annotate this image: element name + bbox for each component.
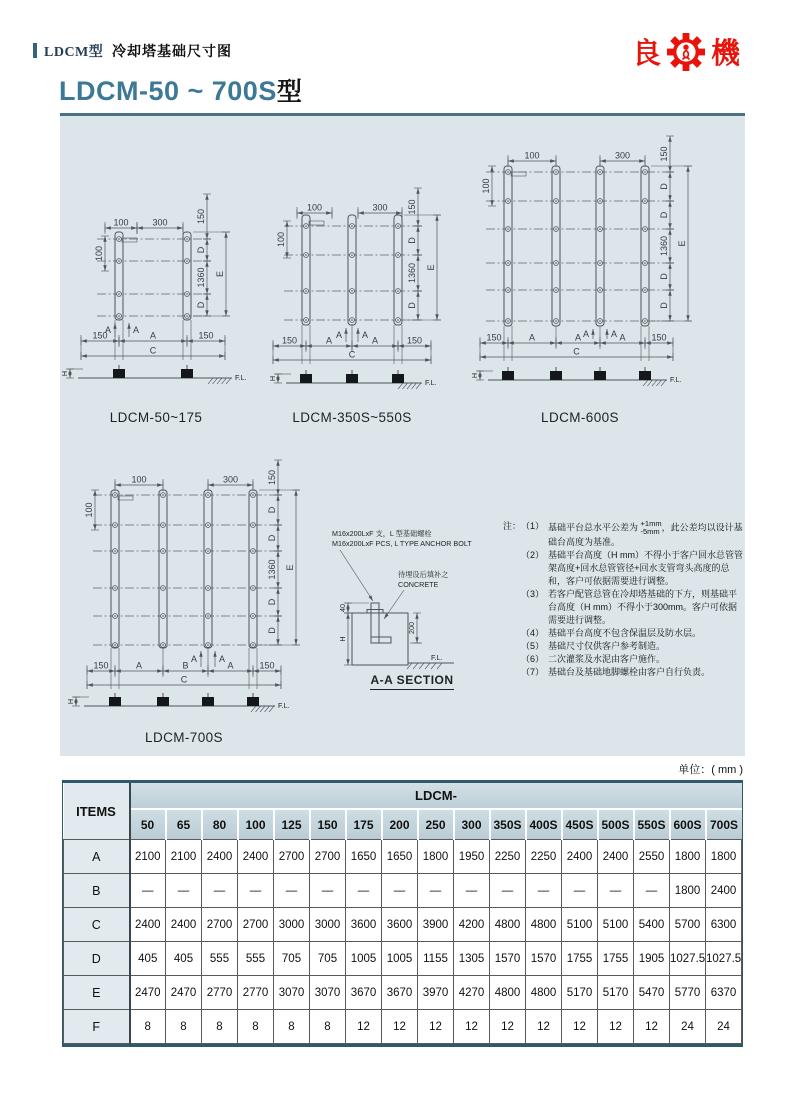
svg-text:40: 40 xyxy=(338,604,347,612)
table-cell: 2250 xyxy=(490,840,526,874)
table-cell: 2400 xyxy=(166,908,202,942)
table-cell: 5770 xyxy=(670,976,706,1010)
table-cell: 2770 xyxy=(202,976,238,1010)
svg-text:D: D xyxy=(267,627,277,634)
svg-text:M16x200LxF PCS, L TYPE ANCHOR: M16x200LxF PCS, L TYPE ANCHOR BOLT xyxy=(332,539,472,548)
table-cell: 555 xyxy=(238,942,274,976)
svg-text:100: 100 xyxy=(481,178,491,194)
logo-left-character: 良 xyxy=(632,38,662,70)
svg-text:C: C xyxy=(149,345,157,356)
svg-text:150: 150 xyxy=(198,330,214,341)
dimension-table-wrapper xyxy=(62,780,743,1047)
svg-text:F.L.: F.L. xyxy=(235,373,247,382)
table-cell: 24 xyxy=(706,1010,742,1044)
svg-text:100: 100 xyxy=(131,474,147,485)
table-cell: 2470 xyxy=(166,976,202,1010)
note-item xyxy=(521,640,745,653)
table-cell: — xyxy=(454,874,490,908)
svg-text:A: A xyxy=(135,660,143,671)
svg-text:B: B xyxy=(182,660,189,671)
table-model-column-header: 175 xyxy=(346,809,382,840)
note-item xyxy=(521,627,745,640)
table-cell: 1650 xyxy=(346,840,382,874)
table-items-header: ITEMS xyxy=(64,783,130,840)
table-cell: 4800 xyxy=(526,976,562,1010)
table-row xyxy=(64,840,742,874)
table-row-label: C xyxy=(64,908,130,942)
svg-text:1360: 1360 xyxy=(659,235,669,257)
table-cell: 4800 xyxy=(490,908,526,942)
table-cell: 8 xyxy=(166,1010,202,1044)
svg-text:D: D xyxy=(267,506,277,514)
note-text: 二次灌浆及水泥由客户施作。 xyxy=(548,654,666,664)
note-item xyxy=(521,666,745,679)
table-cell: 8 xyxy=(238,1010,274,1044)
table-row xyxy=(64,874,742,908)
table-cell: — xyxy=(238,874,274,908)
table-row-label: A xyxy=(64,840,130,874)
svg-text:150: 150 xyxy=(267,469,277,486)
svg-text:1360: 1360 xyxy=(267,559,277,580)
table-cell: 405 xyxy=(166,942,202,976)
table-cell: — xyxy=(490,874,526,908)
table-cell: — xyxy=(310,874,346,908)
table-row-label: E xyxy=(64,976,130,1010)
foundation-diagram-panel xyxy=(60,113,745,756)
table-cell: 12 xyxy=(418,1010,454,1044)
brand-logo xyxy=(632,32,740,77)
svg-text:100: 100 xyxy=(94,245,104,262)
svg-text:F.L.: F.L. xyxy=(670,375,682,384)
table-model-column-header: 300 xyxy=(454,809,490,840)
table-cell: 1800 xyxy=(706,840,742,874)
foundation-plan-LDCM-600S xyxy=(470,136,692,425)
table-model-column-header: 500S xyxy=(598,809,634,840)
svg-text:LDCM-50~175: LDCM-50~175 xyxy=(109,410,203,425)
table-cell: — xyxy=(598,874,634,908)
table-cell: 6300 xyxy=(706,908,742,942)
svg-text:A: A xyxy=(219,654,226,664)
table-cell: 12 xyxy=(526,1010,562,1044)
table-cell: — xyxy=(634,874,670,908)
table-cell: 1570 xyxy=(490,942,526,976)
table-cell: 1027.5 xyxy=(706,942,742,976)
table-cell: 12 xyxy=(598,1010,634,1044)
table-cell: 3670 xyxy=(382,976,418,1010)
page-title: LDCM-50 ~ 700S型 xyxy=(59,76,303,106)
table-cell: 1570 xyxy=(526,942,562,976)
svg-text:300: 300 xyxy=(152,217,168,228)
svg-text:300: 300 xyxy=(372,202,388,213)
table-cell: 1950 xyxy=(454,840,490,874)
table-model-column-header: 150 xyxy=(310,809,346,840)
table-cell: 2550 xyxy=(634,840,670,874)
svg-text:A: A xyxy=(133,325,140,335)
table-cell: 8 xyxy=(310,1010,346,1044)
svg-text:D: D xyxy=(267,534,277,542)
svg-text:D: D xyxy=(659,211,669,219)
table-cell: — xyxy=(526,874,562,908)
note-number: （4） xyxy=(521,628,545,638)
svg-text:A: A xyxy=(227,660,234,671)
foundation-plan-LDCM-350S~550S xyxy=(268,188,441,425)
svg-text:100: 100 xyxy=(306,202,323,213)
svg-text:D: D xyxy=(659,302,669,309)
svg-text:D: D xyxy=(196,301,206,309)
svg-text:150: 150 xyxy=(93,660,109,671)
svg-text:100: 100 xyxy=(524,150,540,161)
table-model-column-header: 125 xyxy=(274,809,310,840)
svg-text:C: C xyxy=(348,349,356,360)
note-number: （1） xyxy=(521,521,545,531)
table-cell: 405 xyxy=(130,942,166,976)
header-accent-bar xyxy=(33,43,37,58)
svg-text:F.L.: F.L. xyxy=(425,378,437,387)
svg-text:A: A xyxy=(325,335,333,346)
table-model-column-header: 100 xyxy=(238,809,274,840)
table-cell: — xyxy=(418,874,454,908)
svg-text:100: 100 xyxy=(113,217,129,228)
svg-text:150: 150 xyxy=(196,208,206,225)
table-cell: 2250 xyxy=(526,840,562,874)
table-model-column-header: 700S xyxy=(706,809,742,840)
table-cell: 705 xyxy=(310,942,346,976)
logo-right-character: 機 xyxy=(711,38,741,70)
svg-text:100: 100 xyxy=(84,502,94,518)
foundation-plan-LDCM-50~175 xyxy=(60,194,247,425)
svg-text:1360: 1360 xyxy=(407,262,417,284)
svg-text:C: C xyxy=(180,674,188,685)
svg-text:A: A xyxy=(362,330,369,340)
svg-text:F.L.: F.L. xyxy=(431,653,443,662)
table-cell: 1905 xyxy=(634,942,670,976)
table-cell: 4200 xyxy=(454,908,490,942)
table-cell: 5470 xyxy=(634,976,670,1010)
table-cell: 5170 xyxy=(598,976,634,1010)
table-cell: 2400 xyxy=(598,840,634,874)
svg-text:150: 150 xyxy=(486,332,502,343)
table-cell: 1005 xyxy=(346,942,382,976)
table-cell: 12 xyxy=(346,1010,382,1044)
table-cell: 2470 xyxy=(130,976,166,1010)
table-cell: — xyxy=(202,874,238,908)
notes-block xyxy=(503,520,745,679)
table-cell: 3000 xyxy=(310,908,346,942)
table-cell: — xyxy=(130,874,166,908)
table-model-column-header: 50 xyxy=(130,809,166,840)
svg-text:A: A xyxy=(371,335,379,346)
table-cell: 5170 xyxy=(562,976,598,1010)
table-cell: 1755 xyxy=(562,942,598,976)
table-cell: 12 xyxy=(382,1010,418,1044)
table-cell: 5400 xyxy=(634,908,670,942)
table-cell: 4270 xyxy=(454,976,490,1010)
anchor-bolt-section-detail xyxy=(332,529,472,690)
table-row-label: F xyxy=(64,1010,130,1044)
table-cell: 4800 xyxy=(526,908,562,942)
svg-text:150: 150 xyxy=(281,335,298,346)
svg-text:150: 150 xyxy=(406,335,423,346)
header-series-label: LDCM型 xyxy=(44,45,104,60)
table-cell: 5700 xyxy=(670,908,706,942)
svg-text:D: D xyxy=(407,237,417,244)
table-model-column-header: 450S xyxy=(562,809,598,840)
svg-text:LDCM-600S: LDCM-600S xyxy=(541,410,619,425)
table-cell: 2400 xyxy=(202,840,238,874)
note-item xyxy=(521,549,745,588)
table-cell: 2700 xyxy=(238,908,274,942)
unit-label: 单位：( mm ) xyxy=(678,764,743,776)
table-cell: — xyxy=(346,874,382,908)
svg-text:150: 150 xyxy=(259,660,275,671)
svg-text:A: A xyxy=(149,330,157,341)
foundation-plan-LDCM-700S xyxy=(66,460,300,745)
table-cell: — xyxy=(166,874,202,908)
note-text: 基础平台总水平公差为 +1mm -5mm ，此公差均以设计基础台高度为基准。 xyxy=(548,519,743,547)
svg-text:E: E xyxy=(677,240,687,247)
notes-label: 注： xyxy=(503,521,522,531)
table-cell: 1027.5 xyxy=(670,942,706,976)
table-model-column-header: 350S xyxy=(490,809,526,840)
svg-text:300: 300 xyxy=(222,474,239,485)
table-cell: 2400 xyxy=(706,874,742,908)
table-cell: 1800 xyxy=(418,840,454,874)
svg-text:D: D xyxy=(267,598,277,606)
table-cell: 3670 xyxy=(346,976,382,1010)
svg-text:LDCM-700S: LDCM-700S xyxy=(145,730,223,745)
table-cell: 3000 xyxy=(274,908,310,942)
table-cell: 2100 xyxy=(130,840,166,874)
table-cell: — xyxy=(562,874,598,908)
svg-text:CONCRETE: CONCRETE xyxy=(398,580,439,589)
table-cell: 2700 xyxy=(274,840,310,874)
svg-text:A: A xyxy=(528,332,536,343)
table-model-column-header: 250 xyxy=(418,809,454,840)
svg-text:150: 150 xyxy=(92,330,108,341)
dimension-table xyxy=(63,783,742,1044)
svg-text:A: A xyxy=(335,330,342,340)
svg-text:300: 300 xyxy=(614,150,631,161)
svg-text:E: E xyxy=(426,264,436,271)
table-cell: 6370 xyxy=(706,976,742,1010)
svg-text:M16x200LxF 支，L 型基础螺栓: M16x200LxF 支，L 型基础螺栓 xyxy=(332,529,432,538)
svg-text:H: H xyxy=(268,375,277,382)
table-cell: 3600 xyxy=(346,908,382,942)
table-model-column-header: 550S xyxy=(634,809,670,840)
table-cell: 8 xyxy=(274,1010,310,1044)
svg-text:D: D xyxy=(659,183,669,190)
svg-text:A: A xyxy=(611,329,618,339)
table-cell: 3070 xyxy=(274,976,310,1010)
svg-text:H: H xyxy=(66,698,75,705)
note-item xyxy=(521,653,745,666)
table-cell: 3600 xyxy=(382,908,418,942)
table-row xyxy=(64,1010,742,1044)
table-cell: 24 xyxy=(670,1010,706,1044)
table-cell: 3070 xyxy=(310,976,346,1010)
table-cell: 555 xyxy=(202,942,238,976)
svg-text:E: E xyxy=(215,270,225,278)
note-number: （3） xyxy=(521,589,545,599)
table-cell: — xyxy=(382,874,418,908)
table-cell: 2700 xyxy=(202,908,238,942)
svg-text:E: E xyxy=(285,564,295,571)
svg-text:A: A xyxy=(574,332,582,343)
table-cell: 4800 xyxy=(490,976,526,1010)
table-model-column-header: 400S xyxy=(526,809,562,840)
table-cell: 12 xyxy=(454,1010,490,1044)
table-cell: 3900 xyxy=(418,908,454,942)
table-cell: 2400 xyxy=(562,840,598,874)
table-cell: 5100 xyxy=(562,908,598,942)
svg-text:F.L.: F.L. xyxy=(278,701,290,710)
note-text: 若客户配管总管在冷却塔基础的下方，则基础平台高度（H mm）不得小于300mm。客户可依据需要进行调整。 xyxy=(548,589,738,625)
note-text: 基础平台高度不包含保温层及防水层。 xyxy=(548,628,702,638)
table-cell: 1155 xyxy=(418,942,454,976)
svg-text:200: 200 xyxy=(407,622,416,634)
svg-text:C: C xyxy=(573,346,580,357)
table-cell: 2700 xyxy=(310,840,346,874)
table-cell: 5100 xyxy=(598,908,634,942)
note-text: 基础台及基础地脚螺栓由客户自行负责。 xyxy=(548,667,711,677)
table-cell: 705 xyxy=(274,942,310,976)
gear-figure-icon xyxy=(666,32,706,77)
table-cell: 1005 xyxy=(382,942,418,976)
svg-text:A: A xyxy=(190,654,197,664)
table-row xyxy=(64,976,742,1010)
table-cell: 12 xyxy=(490,1010,526,1044)
note-number: （2） xyxy=(521,550,545,560)
notes-list xyxy=(521,520,745,679)
svg-text:150: 150 xyxy=(651,332,667,343)
table-cell: 2400 xyxy=(130,908,166,942)
note-number: （5） xyxy=(521,641,545,651)
note-text: 基础尺寸仅供客户参考制造。 xyxy=(548,641,666,651)
note-number: （7） xyxy=(521,667,545,677)
table-model-column-header: 65 xyxy=(166,809,202,840)
table-cell: 8 xyxy=(130,1010,166,1044)
svg-text:A: A xyxy=(104,325,111,335)
table-cell: 12 xyxy=(562,1010,598,1044)
svg-text:A: A xyxy=(582,329,589,339)
svg-text:H: H xyxy=(60,370,69,377)
table-cell: 2770 xyxy=(238,976,274,1010)
svg-text:A: A xyxy=(619,332,626,343)
svg-text:H: H xyxy=(470,372,479,379)
svg-text:1360: 1360 xyxy=(196,267,206,288)
note-text: 基础平台高度（H mm）不得小于客户回水总管管架高度+回水总管管径+回水支管弯头高度的总和，客户可依据需要进行调整。 xyxy=(548,550,743,586)
table-cell: 1650 xyxy=(382,840,418,874)
table-cell: 1800 xyxy=(670,874,706,908)
table-model-column-header: 80 xyxy=(202,809,238,840)
table-cell: 2400 xyxy=(238,840,274,874)
note-item xyxy=(521,520,745,549)
svg-text:H: H xyxy=(338,636,347,642)
table-row xyxy=(64,942,742,976)
table-cell: 12 xyxy=(634,1010,670,1044)
table-cell: 3970 xyxy=(418,976,454,1010)
header-page-title: 冷却塔基础尺寸图 xyxy=(112,43,232,59)
svg-text:D: D xyxy=(659,273,669,280)
table-model-column-header: 600S xyxy=(670,809,706,840)
svg-text:D: D xyxy=(196,246,206,254)
svg-text:A-A SECTION: A-A SECTION xyxy=(370,673,454,687)
table-model-column-header: 200 xyxy=(382,809,418,840)
table-cell: 2100 xyxy=(166,840,202,874)
svg-text:D: D xyxy=(407,302,417,309)
table-series-group-header: LDCM- xyxy=(130,783,742,809)
table-cell: 1755 xyxy=(598,942,634,976)
svg-text:LDCM-350S~550S: LDCM-350S~550S xyxy=(292,410,412,425)
table-row-label: B xyxy=(64,874,130,908)
svg-text:150: 150 xyxy=(659,146,669,162)
svg-text:待埋设后填补之: 待埋设后填补之 xyxy=(398,570,449,579)
table-cell: 8 xyxy=(202,1010,238,1044)
table-row-label: D xyxy=(64,942,130,976)
note-item xyxy=(521,588,745,627)
svg-text:100: 100 xyxy=(276,231,286,248)
table-row xyxy=(64,908,742,942)
svg-text:150: 150 xyxy=(407,199,417,215)
table-cell: 1800 xyxy=(670,840,706,874)
note-number: （6） xyxy=(521,654,545,664)
table-cell: — xyxy=(274,874,310,908)
table-cell: 1305 xyxy=(454,942,490,976)
